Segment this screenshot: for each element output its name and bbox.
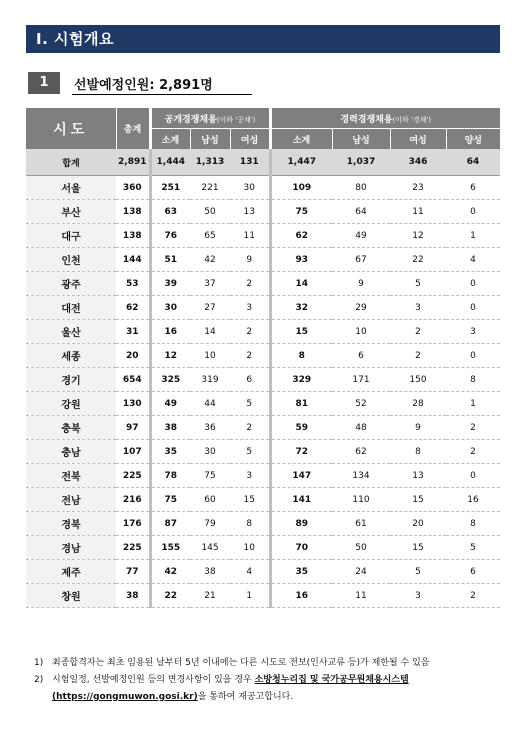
- table-cell: 319: [190, 368, 230, 392]
- table-cell: 0: [446, 296, 500, 320]
- note-2: [34, 672, 504, 689]
- group-career-label: 경력경쟁채용: [340, 114, 393, 125]
- table-cell: 42: [190, 248, 230, 272]
- table-cell: 15: [270, 320, 332, 344]
- table-cell: 16: [270, 584, 332, 608]
- note-2-text-start: 시험일정, 선발예정인원 등의 변경사항이 있을 경우: [52, 675, 255, 685]
- table-row: [26, 344, 500, 368]
- table-cell: 9: [332, 272, 390, 296]
- table-cell: 62: [116, 296, 150, 320]
- table-cell: 52: [332, 392, 390, 416]
- table-cell: 144: [116, 248, 150, 272]
- region-name: 세종: [26, 344, 116, 368]
- table-cell: 24: [332, 560, 390, 584]
- table-cell: 138: [116, 200, 150, 224]
- table-cell: 176: [116, 512, 150, 536]
- table-cell: 72: [270, 440, 332, 464]
- table-cell: 8: [390, 440, 446, 464]
- subsection-number: 1: [28, 72, 60, 94]
- table-cell: 22: [390, 248, 446, 272]
- table-cell: 1: [446, 392, 500, 416]
- region-name: 대전: [26, 296, 116, 320]
- table-cell: 5: [390, 560, 446, 584]
- table-cell: 3: [390, 296, 446, 320]
- table-cell: 42: [150, 560, 190, 584]
- subheader-open-female: 여성: [230, 129, 270, 150]
- table-cell: 3: [390, 584, 446, 608]
- region-name: 광주: [26, 272, 116, 296]
- subsection-header: [28, 72, 328, 96]
- sum-row: [26, 149, 500, 176]
- table-cell: 4: [446, 248, 500, 272]
- table-cell: 89: [270, 512, 332, 536]
- table-cell: 8: [446, 368, 500, 392]
- table-cell: 10: [190, 344, 230, 368]
- table-cell: 30: [230, 176, 270, 200]
- table-cell: 31: [116, 320, 150, 344]
- table-cell: 48: [332, 416, 390, 440]
- note-2-cont: [34, 689, 504, 706]
- table-cell: 62: [270, 224, 332, 248]
- table-cell: 251: [150, 176, 190, 200]
- table-cell: 8: [270, 344, 332, 368]
- note-2-number: 2): [34, 675, 44, 685]
- sum-cell: 346: [390, 149, 446, 176]
- note-2-url-link[interactable]: (https://gongmuwon.gosi.kr): [52, 692, 198, 702]
- table-cell: 216: [116, 488, 150, 512]
- table-cell: 75: [270, 200, 332, 224]
- sum-cell: 2,891: [116, 149, 150, 176]
- table-row: [26, 248, 500, 272]
- table-cell: 2: [390, 344, 446, 368]
- group-open-label: 공개경쟁채용: [164, 114, 217, 125]
- sum-cell: 1,447: [270, 149, 332, 176]
- table-cell: 80: [332, 176, 390, 200]
- sum-cell: 131: [230, 149, 270, 176]
- table-cell: 30: [150, 296, 190, 320]
- table-cell: 22: [150, 584, 190, 608]
- note-2-text-end: 을 통하여 재공고합니다.: [197, 692, 294, 702]
- subheader-career-male: 남성: [332, 129, 390, 150]
- table-cell: 15: [390, 536, 446, 560]
- table-cell: 97: [116, 416, 150, 440]
- region-name: 울산: [26, 320, 116, 344]
- table-cell: 1: [230, 584, 270, 608]
- table-cell: 61: [332, 512, 390, 536]
- table-row: [26, 440, 500, 464]
- table-cell: 30: [190, 440, 230, 464]
- table-cell: 81: [270, 392, 332, 416]
- region-name: 경북: [26, 512, 116, 536]
- table-cell: 2: [446, 440, 500, 464]
- table-row: [26, 464, 500, 488]
- table-cell: 93: [270, 248, 332, 272]
- table-cell: 150: [390, 368, 446, 392]
- table-cell: 9: [230, 248, 270, 272]
- region-name: 부산: [26, 200, 116, 224]
- region-name: 제주: [26, 560, 116, 584]
- table-cell: 53: [116, 272, 150, 296]
- sum-cell: 64: [446, 149, 500, 176]
- table-cell: 6: [332, 344, 390, 368]
- table-row: [26, 272, 500, 296]
- table-cell: 38: [150, 416, 190, 440]
- table-cell: 77: [116, 560, 150, 584]
- table-cell: 15: [230, 488, 270, 512]
- note-1-text: 최종합격자는 최초 임용된 날부터 5년 이내에는 다른 시도로 전보(인사교류 등)가 제한될 수 있음: [52, 658, 430, 668]
- recruitment-table: [26, 108, 500, 608]
- table-row: [26, 296, 500, 320]
- table-cell: 75: [150, 488, 190, 512]
- table-cell: 5: [230, 440, 270, 464]
- table-cell: 5: [230, 392, 270, 416]
- table-cell: 225: [116, 536, 150, 560]
- sum-region: 합계: [26, 149, 116, 176]
- subheader-career-both: 양성: [446, 129, 500, 150]
- table-cell: 107: [116, 440, 150, 464]
- region-name: 대구: [26, 224, 116, 248]
- table-cell: 27: [190, 296, 230, 320]
- table-cell: 11: [332, 584, 390, 608]
- subsection-title: 선발예정인원: 2,891명: [74, 78, 213, 93]
- table-cell: 11: [230, 224, 270, 248]
- sum-cell: 1,313: [190, 149, 230, 176]
- table-cell: 6: [446, 176, 500, 200]
- table-cell: 13: [230, 200, 270, 224]
- table-cell: 49: [332, 224, 390, 248]
- table-cell: 70: [270, 536, 332, 560]
- table-cell: 6: [446, 560, 500, 584]
- table-cell: 38: [116, 584, 150, 608]
- table-cell: 35: [150, 440, 190, 464]
- table-cell: 35: [270, 560, 332, 584]
- table-cell: 63: [150, 200, 190, 224]
- table-cell: 329: [270, 368, 332, 392]
- sum-cell: 1,444: [150, 149, 190, 176]
- table-cell: 79: [190, 512, 230, 536]
- region-name: 전남: [26, 488, 116, 512]
- table-cell: 44: [190, 392, 230, 416]
- group-career-header: [270, 108, 500, 129]
- table-cell: 10: [230, 536, 270, 560]
- table-cell: 14: [270, 272, 332, 296]
- table-cell: 2: [446, 416, 500, 440]
- table-cell: 4: [230, 560, 270, 584]
- table-cell: 65: [190, 224, 230, 248]
- note-2-site-link[interactable]: 소방청누리집 및 국가공무원채용시스템: [254, 675, 409, 685]
- table-cell: 20: [116, 344, 150, 368]
- sum-cell: 1,037: [332, 149, 390, 176]
- region-name: 충남: [26, 440, 116, 464]
- table-cell: 12: [150, 344, 190, 368]
- subheader-open-subtotal: 소계: [150, 129, 190, 150]
- group-open-header: [150, 108, 270, 129]
- table-cell: 87: [150, 512, 190, 536]
- table-cell: 6: [230, 368, 270, 392]
- table-cell: 8: [446, 512, 500, 536]
- table-cell: 171: [332, 368, 390, 392]
- table-cell: 2: [230, 320, 270, 344]
- table-cell: 5: [390, 272, 446, 296]
- group-career-note: (이하 '경채'): [392, 115, 432, 124]
- table-cell: 29: [332, 296, 390, 320]
- table-cell: 9: [390, 416, 446, 440]
- table-row: [26, 200, 500, 224]
- table-cell: 110: [332, 488, 390, 512]
- table-cell: 155: [150, 536, 190, 560]
- table-cell: 0: [446, 200, 500, 224]
- table-cell: 141: [270, 488, 332, 512]
- table-cell: 38: [190, 560, 230, 584]
- table-cell: 147: [270, 464, 332, 488]
- table-cell: 0: [446, 344, 500, 368]
- table-cell: 2: [446, 584, 500, 608]
- table-cell: 11: [390, 200, 446, 224]
- subheader-career-subtotal: 소계: [270, 129, 332, 150]
- table-cell: 28: [390, 392, 446, 416]
- table-row: [26, 488, 500, 512]
- region-name: 충북: [26, 416, 116, 440]
- table-row: [26, 584, 500, 608]
- table-cell: 134: [332, 464, 390, 488]
- table-cell: 50: [190, 200, 230, 224]
- notes: [34, 655, 504, 706]
- table-row: [26, 392, 500, 416]
- table-row: [26, 512, 500, 536]
- subsection-underline: [72, 94, 252, 95]
- subheader-career-female: 여성: [390, 129, 446, 150]
- table-row: [26, 368, 500, 392]
- region-name: 강원: [26, 392, 116, 416]
- table-cell: 654: [116, 368, 150, 392]
- table-row: [26, 176, 500, 200]
- table-cell: 3: [230, 464, 270, 488]
- table-cell: 0: [446, 464, 500, 488]
- table-cell: 50: [332, 536, 390, 560]
- table-cell: 109: [270, 176, 332, 200]
- table-cell: 75: [190, 464, 230, 488]
- table-cell: 3: [446, 320, 500, 344]
- table-row: [26, 536, 500, 560]
- region-header: 시도: [26, 108, 116, 149]
- table-cell: 39: [150, 272, 190, 296]
- region-name: 창원: [26, 584, 116, 608]
- table-cell: 59: [270, 416, 332, 440]
- table-cell: 138: [116, 224, 150, 248]
- table-cell: 5: [446, 536, 500, 560]
- table-cell: 60: [190, 488, 230, 512]
- table-row: [26, 416, 500, 440]
- table-cell: 8: [230, 512, 270, 536]
- table-cell: 145: [190, 536, 230, 560]
- table-cell: 76: [150, 224, 190, 248]
- table-cell: 16: [446, 488, 500, 512]
- table-cell: 32: [270, 296, 332, 320]
- region-name: 인천: [26, 248, 116, 272]
- table-cell: 2: [230, 344, 270, 368]
- table-cell: 78: [150, 464, 190, 488]
- group-open-note: (이하 '공채'): [216, 115, 256, 124]
- region-name: 경기: [26, 368, 116, 392]
- table-cell: 360: [116, 176, 150, 200]
- table-cell: 67: [332, 248, 390, 272]
- table-cell: 15: [390, 488, 446, 512]
- section-title: Ⅰ. 시험개요: [26, 25, 500, 53]
- table-cell: 225: [116, 464, 150, 488]
- table-cell: 37: [190, 272, 230, 296]
- table-cell: 2: [390, 320, 446, 344]
- table-row: [26, 224, 500, 248]
- table-cell: 12: [390, 224, 446, 248]
- table-cell: 20: [390, 512, 446, 536]
- table-cell: 2: [230, 416, 270, 440]
- total-header: 총계: [116, 108, 150, 149]
- table-cell: 49: [150, 392, 190, 416]
- table-cell: 221: [190, 176, 230, 200]
- table-cell: 325: [150, 368, 190, 392]
- table-cell: 21: [190, 584, 230, 608]
- table-cell: 36: [190, 416, 230, 440]
- table-row: [26, 320, 500, 344]
- table-cell: 16: [150, 320, 190, 344]
- table-cell: 130: [116, 392, 150, 416]
- region-name: 전북: [26, 464, 116, 488]
- region-name: 서울: [26, 176, 116, 200]
- table-row: [26, 560, 500, 584]
- table-cell: 14: [190, 320, 230, 344]
- subheader-open-male: 남성: [190, 129, 230, 150]
- region-name: 경남: [26, 536, 116, 560]
- table-cell: 23: [390, 176, 446, 200]
- table-cell: 13: [390, 464, 446, 488]
- table-cell: 2: [230, 272, 270, 296]
- table-cell: 1: [446, 224, 500, 248]
- note-1-number: 1): [34, 658, 44, 668]
- table-cell: 3: [230, 296, 270, 320]
- table-cell: 10: [332, 320, 390, 344]
- note-1: [34, 655, 504, 672]
- table-cell: 62: [332, 440, 390, 464]
- table-cell: 0: [446, 272, 500, 296]
- table-cell: 51: [150, 248, 190, 272]
- table-cell: 64: [332, 200, 390, 224]
